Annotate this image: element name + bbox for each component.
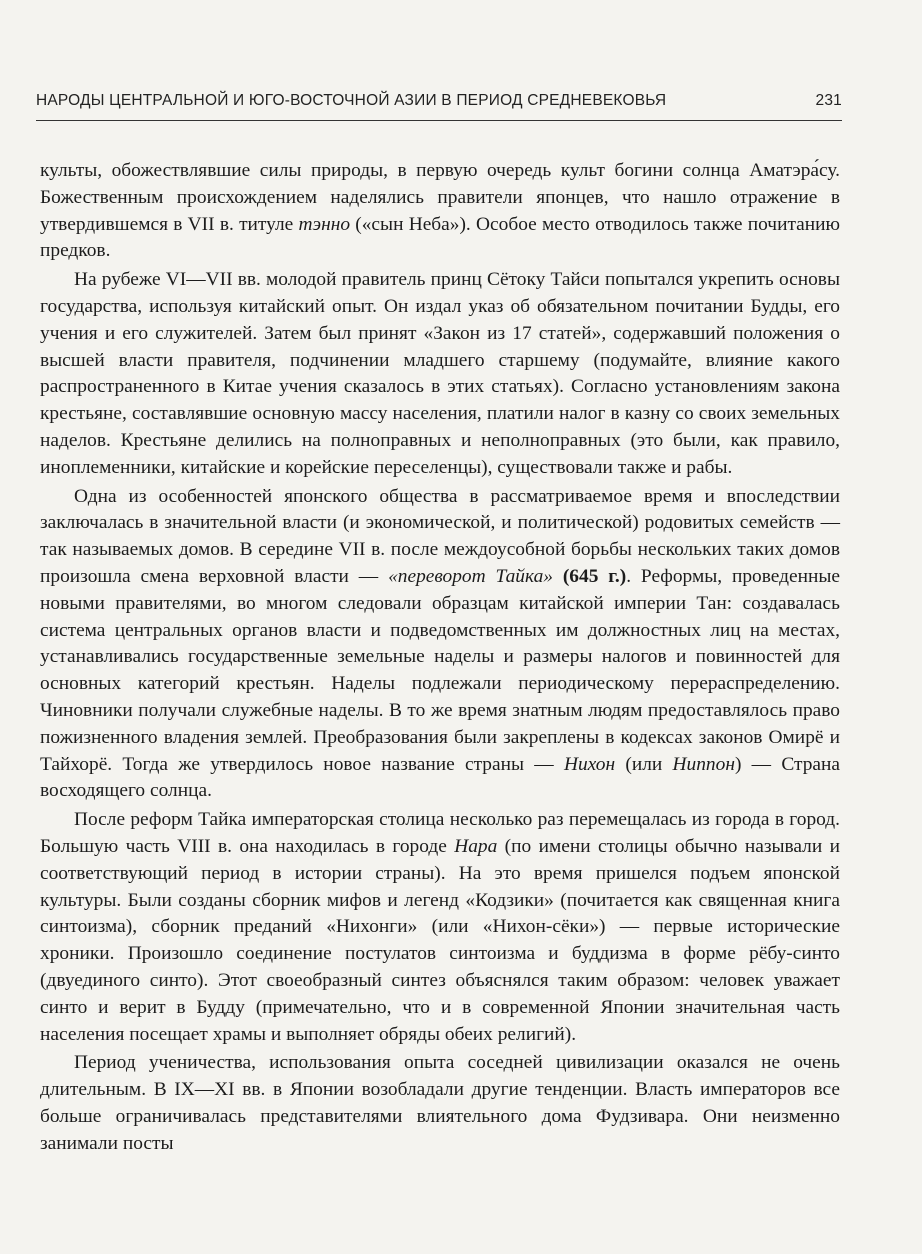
italic-term: тэнно [298, 213, 351, 235]
text-run: («сын Неба»). Особое место отводилось также почитанию предков. [40, 213, 840, 262]
text-run [553, 566, 563, 587]
text-run: . Реформы, проведенные новыми правителями, во многом следовали образцам китайской империи Тан: создавалась система центральных органов власти и подведомственных им должностных лиц на местах, устанавливались государственные земельные наделы и размеры налогов и повинностей для основных категорий крестьян. Наделы подлежали периодическому перераспределению. Чиновники получали служебные наделы. В то же время знатным людям предоставлялось право пожизненного владения землей. Преобразования были закреплены в кодексах законов Омирё и Тайхорё. Тогда же утвердилось новое название страны — [40, 565, 840, 775]
bold-date: (645 г.) [562, 565, 627, 587]
text-run: На рубеже VI—VII вв. молодой правитель принц Сётоку Тайси попытался укрепить основы государства, используя китайский опыт. Он издал указ об обязательном почитании Будды, его учения и его служителей. Затем был принят «Закон из 17 статей», содержавший положения о высшей власти правителя, подчинении младшего старшему (подумайте, влияние какого распространенного в Китае учения сказалось в этих статьях). Согласно установлениям закона крестьяне, составлявшие основную массу населения, платили налог в казну со своих земельных наделов. Крестьяне делились на полноправных и неполноправных (это были, как правило, иноплеменники, китайские и корейские переселенцы), существовали также и рабы. [40, 269, 840, 478]
page-number: 231 [815, 92, 842, 109]
text-run: (по имени столицы обычно называли и соответствующий период в истории страны). На это время пришелся подъем японской культуры. Были созданы сборник мифов и легенд «Кодзики» (почитается как священная книга синтоизма), сборник преданий «Нихонги» (или «Нихон-сёки») — первые исторические хроники. Произошло соединение постулатов синтоизма и буддизма в форме рёбу-синто (двуединого синто). Этот своеобразный синтез объяснялся таким образом: человек уважает синто и верит в Будду (примечательно, что и в современной Японии значительная часть населения посещает храмы и выполняет обряды обеих религий). [40, 835, 840, 1045]
paragraph-4 [40, 807, 840, 1048]
body-text [40, 158, 840, 1157]
text-run: Период ученичества, использования опыта соседней цивилизации оказался не очень длительным. В IX—XI вв. в Японии возобладали другие тенденции. Власть императоров все больше ограничивалась представителями влиятельного дома Фудзивара. Они неизменно занимали посты [40, 1052, 840, 1154]
italic-term: «переворот Тайка» [388, 565, 553, 587]
italic-term: Нихон [563, 753, 616, 775]
paragraph-2 [40, 267, 840, 481]
italic-term: Ниппон [672, 753, 735, 775]
running-title: НАРОДЫ ЦЕНТРАЛЬНОЙ И ЮГО-ВОСТОЧНОЙ АЗИИ В ПЕРИОД СРЕДНЕВЕКОВЬЯ [36, 92, 667, 109]
text-run: (или [615, 753, 673, 775]
running-header [36, 92, 842, 110]
paragraph-3 [40, 484, 840, 806]
italic-term: Нара [454, 835, 498, 857]
paragraph-1 [40, 158, 840, 265]
text-run: ) — Страна восходящего солнца. [40, 753, 840, 802]
text-run: Одна из особенностей японского общества в рассматриваемое время и впоследствии заключалась в значительной власти (и экономической, и политической) родовитых семейств — так называемых домов. В середине VII в. после междоусобной борьбы нескольких таких домов произошла смена верховной власти — [40, 485, 840, 587]
paragraph-5 [40, 1050, 840, 1157]
text-run: культы, обожествлявшие силы природы, в первую очередь культ богини солнца Аматэра́су. Божественным происхождением наделялись правители японцев, что нашло отражение в утвердившемся в VII в. титуле [40, 160, 840, 235]
header-rule [36, 120, 842, 121]
text-run: После реформ Тайка императорская столица несколько раз перемещалась из города в город. Большую часть VIII в. она находилась в городе [40, 809, 840, 857]
